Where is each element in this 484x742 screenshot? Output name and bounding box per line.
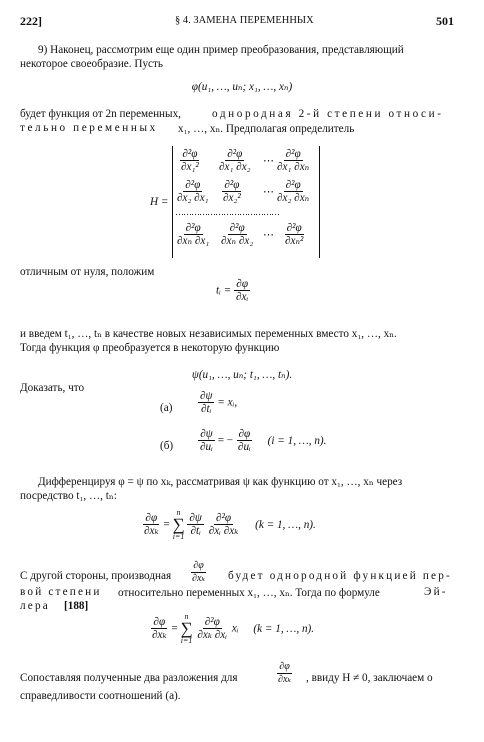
equation-a: $\frac{\partial\psi}{\text{∂tᵢ}}$ = xᵢ, [200, 390, 238, 415]
para-1-line-1: 9) Наконец, рассмотрим еще один пример преобразования, представляющий [38, 44, 404, 56]
matrix-cell-2-1: $\frac{\text{∂²φ}}{\text{∂x₂ ∂x₁}}$ [177, 179, 209, 204]
para-5-line-1: Дифференцируя φ = ψ по xₖ, рассматривая ψ как функцию от x₁, …, xₙ через [38, 476, 403, 488]
matrix-cell-n-n: $\frac{\text{∂²φ}}{\text{∂xₙ²}}$ [285, 222, 304, 247]
derivative-inline-1: $\frac{\partial\varphi}{\text{∂xₖ}}$ [192, 560, 206, 584]
para-6-line-2-a: вой степени [20, 586, 102, 598]
equation-a-label: (а) [160, 402, 173, 414]
determinant-label: H = [150, 196, 169, 208]
matrix-dots-n: ⋯ [263, 229, 275, 241]
para-6-line-3-b: [188] [64, 600, 89, 612]
para-6-line-1-a: С другой стороны, производная [20, 570, 172, 582]
derivative-inline-2: $\frac{\partial\varphi}{\text{∂xₖ}}$ [278, 661, 292, 685]
matrix-cell-1-1: $\frac{\text{∂²φ}}{\text{∂x₁²}}$ [181, 148, 199, 173]
para-4-line-1: и введем t₁, …, tₙ в качестве новых независимых переменных вместо x₁, …, xₙ. [20, 328, 397, 340]
para-2-line-1-a: будет функция от 2n переменных, [20, 108, 181, 120]
formula-psi: ψ(u₁, …, uₙ; t₁, …, tₙ). [191, 369, 293, 381]
matrix-cell-1-n: $\frac{\text{∂²φ}}{\text{∂x₁ ∂xₙ}}$ [277, 148, 310, 173]
para-2-line-2-b: x₁, …, xₙ. Предполагая определитель [178, 123, 355, 135]
formula-ti: tᵢ = $\frac{\partial\varphi}{\text{∂xᵢ}}$ [216, 278, 249, 303]
matrix-dots-2: ⋯ [263, 186, 275, 198]
matrix-cell-n-1: $\frac{\text{∂²φ}}{\text{∂xₙ ∂x₁}}$ [177, 222, 210, 247]
page-number-right: 501 [436, 14, 454, 28]
para-7-line-1-a: Сопоставляя полученные два разложения для [20, 672, 238, 684]
matrix-cell-2-2: $\frac{\text{∂²φ}}{\text{∂x₂²}}$ [223, 179, 241, 204]
equation-b: $\frac{\partial\psi}{\text{∂uᵢ}}$ = − $\frac{\partial\varphi}{\text{∂uᵢ}}$ (i = 1, …, n). [200, 428, 327, 453]
para-6-line-2-c: Эй- [424, 586, 448, 598]
running-header: § 4. ЗАМЕНА ПЕРЕМЕННЫХ [175, 15, 314, 26]
hessian-determinant [172, 146, 320, 258]
para-2-line-1-b: однородная 2-й степени относи- [212, 108, 444, 120]
formula-phi: φ(u₁, …, uₙ; x₁, …, xₙ) [191, 81, 293, 93]
para-7-line-1-b: , ввиду H ≠ 0, заключаем о [306, 672, 433, 684]
para-7-line-2: справедливости соотношений (а). [20, 690, 181, 702]
para-3: отличным от нуля, положим [20, 266, 155, 278]
equation-b-label: (б) [160, 440, 174, 452]
para-5-line-2: посредство t₁, …, tₙ: [20, 490, 117, 502]
equation-chain-rule: $\frac{\partial\varphi}{\text{∂xₖ}}$ = n ∑ i=1 $\frac{\partial\psi}{\text{∂tᵢ}}$ $\frac{\text{∂²φ}}{\text{∂xᵢ ∂xₖ}}$ (k = 1, …, n). [144, 508, 316, 541]
para-4-line-2: Тогда функция φ преобразуется в некоторую функцию [20, 342, 280, 354]
para-1-line-2: некоторое своеобразие. Пусть [20, 58, 163, 70]
para-2-line-2-a: тельно переменных [20, 122, 158, 134]
matrix-dotted-row: ………………………………… [175, 207, 279, 217]
matrix-cell-2-n: $\frac{\text{∂²φ}}{\text{∂x₂ ∂xₙ}}$ [277, 179, 310, 204]
equation-euler: $\frac{\partial\varphi}{\text{∂xₖ}}$ = n ∑ i=1 $\frac{\text{∂²φ}}{\text{∂xₖ ∂xᵢ}}$ xᵢ (k = 1, …, n). [152, 612, 315, 645]
page-number-left: 222] [20, 14, 42, 28]
matrix-dots-1: ⋯ [263, 155, 275, 167]
matrix-cell-n-2: $\frac{\text{∂²φ}}{\text{∂xₙ ∂x₂}}$ [221, 222, 254, 247]
para-6-line-2-b: относительно переменных x₁, …, xₙ. Тогда по формуле [118, 587, 380, 599]
para-6-line-3-a: лера [20, 600, 50, 612]
prove-label: Доказать, что [20, 382, 85, 394]
para-6-line-1-b: будет однородной функцией пер- [228, 570, 452, 582]
matrix-cell-1-2: $\frac{\text{∂²φ}}{\text{∂x₁ ∂x₂}}$ [219, 148, 251, 173]
